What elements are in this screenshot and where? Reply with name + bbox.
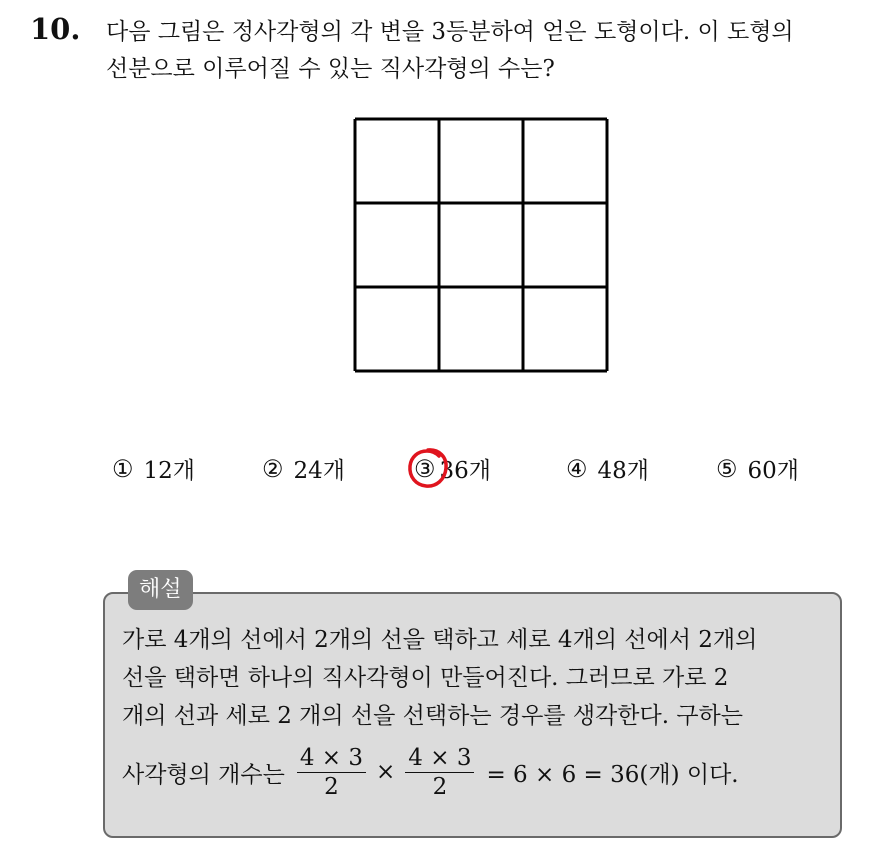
solution-text bbox=[122, 621, 832, 735]
question-line-1: 다음 그림은 정사각형의 각 변을 3등분하여 얻은 도형이다. 이 도형의 bbox=[106, 19, 794, 45]
solution-line-4 bbox=[122, 740, 739, 804]
choice-1[interactable] bbox=[112, 452, 195, 485]
choice-3[interactable] bbox=[414, 452, 491, 485]
choice-3-mark: ③ bbox=[414, 454, 436, 483]
choice-5[interactable] bbox=[716, 452, 799, 485]
choice-3-text: 36개 bbox=[439, 458, 492, 484]
solution-line-3: 개의 선과 세로 2 개의 선을 선택하는 경우를 생각한다. 구하는 bbox=[122, 703, 743, 729]
choice-2-mark: ② bbox=[262, 454, 284, 483]
times-sign: × bbox=[376, 759, 396, 785]
fraction-1 bbox=[297, 744, 366, 801]
question-line-2: 선분으로 이루어질 수 있는 직사각형의 수는? bbox=[106, 56, 555, 82]
solution-line-1: 가로 4개의 선에서 2개의 선을 택하고 세로 4개의 선에서 2개의 bbox=[122, 627, 758, 653]
solution-line-4-prefix: 사각형의 개수는 bbox=[122, 761, 285, 788]
fraction-1-denominator: 2 bbox=[324, 773, 339, 800]
question-number: 10. bbox=[30, 12, 81, 46]
choice-4-mark: ④ bbox=[566, 454, 588, 483]
choice-4[interactable] bbox=[566, 452, 649, 485]
fraction-2-denominator: 2 bbox=[432, 773, 448, 800]
question-text bbox=[106, 14, 866, 88]
choice-5-text: 60개 bbox=[747, 458, 800, 484]
solution-tag: 해설 bbox=[128, 570, 193, 610]
fraction-2-numerator: 4 × 3 bbox=[405, 744, 474, 773]
solution-line-2: 선을 택하면 하나의 직사각형이 만들어진다. 그러므로 가로 2 bbox=[122, 665, 729, 691]
answer-choices bbox=[0, 452, 884, 492]
choice-1-text: 12개 bbox=[143, 458, 196, 484]
choice-1-mark: ① bbox=[112, 454, 134, 483]
grid-figure bbox=[353, 117, 609, 373]
selection-circle-icon bbox=[406, 446, 450, 490]
choice-2-text: 24개 bbox=[293, 458, 346, 484]
fraction-1-numerator: 4 × 3 bbox=[297, 744, 366, 773]
choice-2[interactable] bbox=[262, 452, 345, 485]
solution-result: = 6 × 6 = 36(개) 이다. bbox=[486, 761, 739, 788]
fraction-2 bbox=[405, 744, 474, 801]
choice-4-text: 48개 bbox=[597, 458, 650, 484]
choice-5-mark: ⑤ bbox=[716, 454, 738, 483]
